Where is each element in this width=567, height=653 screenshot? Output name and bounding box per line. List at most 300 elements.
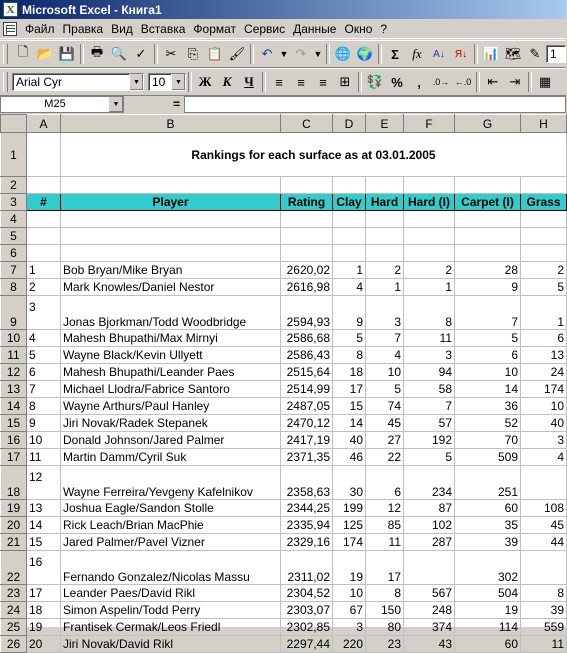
rating-cell[interactable]: 2470,12: [281, 415, 333, 432]
row-header[interactable]: 9: [1, 296, 27, 330]
hard-cell[interactable]: 150: [366, 602, 404, 619]
toolbar-grip[interactable]: [3, 72, 8, 92]
cell[interactable]: [333, 177, 366, 194]
align-left-icon[interactable]: ≡: [275, 74, 283, 90]
hard-cell[interactable]: 12: [366, 500, 404, 517]
header-cell-grass[interactable]: Grass: [521, 194, 567, 211]
player-cell[interactable]: Simon Aspelin/Todd Perry: [61, 602, 281, 619]
clay-cell[interactable]: 199: [333, 500, 366, 517]
hard-cell[interactable]: 45: [366, 415, 404, 432]
row-header[interactable]: 6: [1, 245, 27, 262]
grass-cell[interactable]: 40: [521, 415, 567, 432]
rank-cell[interactable]: 1: [27, 262, 61, 279]
rating-cell[interactable]: 2487,05: [281, 398, 333, 415]
player-cell[interactable]: Donald Johnson/Jared Palmer: [61, 432, 281, 449]
hard-cell[interactable]: 74: [366, 398, 404, 415]
grass-cell[interactable]: 11: [521, 636, 567, 653]
grass-cell[interactable]: 3: [521, 432, 567, 449]
row-header[interactable]: 14: [1, 398, 27, 415]
row-header[interactable]: 22: [1, 551, 27, 585]
header-cell-player[interactable]: Player: [61, 194, 281, 211]
hard-indoor-cell[interactable]: 567: [404, 585, 455, 602]
carpet-indoor-cell[interactable]: 302: [455, 551, 521, 585]
row-header[interactable]: 13: [1, 381, 27, 398]
header-cell-hard[interactable]: Hard: [366, 194, 404, 211]
row-header[interactable]: 17: [1, 449, 27, 466]
column-header-b[interactable]: B: [61, 115, 281, 133]
redo-dropdown-icon[interactable]: ▼: [313, 49, 323, 59]
decrease-decimal-icon[interactable]: ←.0: [454, 77, 472, 87]
rating-cell[interactable]: 2616,98: [281, 279, 333, 296]
rating-cell[interactable]: 2304,52: [281, 585, 333, 602]
carpet-indoor-cell[interactable]: 251: [455, 466, 521, 500]
row-header[interactable]: 5: [1, 228, 27, 245]
clay-cell[interactable]: 4: [333, 279, 366, 296]
table-row: [1, 330, 567, 347]
carpet-indoor-cell[interactable]: 7: [455, 296, 521, 330]
chevron-down-icon[interactable]: ▼: [109, 97, 123, 112]
paste-icon[interactable]: 📋: [206, 46, 224, 61]
row-header[interactable]: 25: [1, 619, 27, 636]
header-cell-clay[interactable]: Clay: [333, 194, 366, 211]
clay-cell[interactable]: 46: [333, 449, 366, 466]
clay-cell[interactable]: 10: [333, 585, 366, 602]
increase-indent-icon[interactable]: ⇥: [509, 74, 521, 89]
cell[interactable]: [281, 245, 333, 262]
carpet-indoor-cell[interactable]: 70: [455, 432, 521, 449]
hard-indoor-cell[interactable]: 287: [404, 534, 455, 551]
carpet-indoor-cell[interactable]: 509: [455, 449, 521, 466]
font-name-combo[interactable]: [12, 73, 144, 91]
bold-button[interactable]: Ж: [198, 74, 212, 89]
grass-cell[interactable]: 108: [521, 500, 567, 517]
merge-center-icon[interactable]: ⊞: [339, 74, 351, 89]
redo-icon[interactable]: ↷: [295, 46, 307, 61]
player-cell[interactable]: Jared Palmer/Pavel Vizner: [61, 534, 281, 551]
rating-cell[interactable]: 2302,85: [281, 619, 333, 636]
italic-button[interactable]: К: [222, 74, 232, 89]
cell[interactable]: [455, 245, 521, 262]
player-cell[interactable]: Rick Leach/Brian MacPhie: [61, 517, 281, 534]
row-header[interactable]: 26: [1, 636, 27, 653]
header-cell-carpet-indoor[interactable]: Carpet (I): [455, 194, 521, 211]
font-size-combo[interactable]: [148, 73, 186, 91]
player-cell[interactable]: Bob Bryan/Mike Bryan: [61, 262, 281, 279]
rank-cell[interactable]: 13: [27, 500, 61, 517]
hard-indoor-cell[interactable]: 57: [404, 415, 455, 432]
spelling-icon[interactable]: ✓: [135, 46, 147, 61]
cell[interactable]: [404, 211, 455, 228]
carpet-indoor-cell[interactable]: 114: [455, 619, 521, 636]
hard-indoor-cell[interactable]: 43: [404, 636, 455, 653]
player-cell[interactable]: Wayne Black/Kevin Ullyett: [61, 347, 281, 364]
chevron-down-icon[interactable]: ▼: [171, 74, 185, 90]
hard-cell[interactable]: 6: [366, 466, 404, 500]
rank-cell[interactable]: 17: [27, 585, 61, 602]
align-center-icon[interactable]: ≡: [297, 74, 305, 90]
player-cell[interactable]: Michael Llodra/Fabrice Santoro: [61, 381, 281, 398]
web-toolbar-icon[interactable]: 🌍: [356, 46, 374, 61]
cell[interactable]: [404, 177, 455, 194]
column-header-d[interactable]: D: [333, 115, 366, 133]
cell[interactable]: [521, 177, 567, 194]
cell[interactable]: [366, 245, 404, 262]
sort-descending-icon[interactable]: Я↓: [454, 48, 468, 60]
name-box[interactable]: [0, 96, 124, 113]
table-row: [1, 636, 567, 653]
row-header[interactable]: 2: [1, 177, 27, 194]
hard-indoor-cell[interactable]: 58: [404, 381, 455, 398]
rank-cell[interactable]: 7: [27, 381, 61, 398]
hard-indoor-cell[interactable]: 1: [404, 279, 455, 296]
equals-icon[interactable]: =: [172, 97, 180, 111]
table-row: [1, 279, 567, 296]
cell[interactable]: [521, 228, 567, 245]
player-cell[interactable]: Mahesh Bhupathi/Leander Paes: [61, 364, 281, 381]
carpet-indoor-cell[interactable]: 504: [455, 585, 521, 602]
carpet-indoor-cell[interactable]: 60: [455, 500, 521, 517]
player-cell[interactable]: Jiri Novak/Radek Stepanek: [61, 415, 281, 432]
rank-cell[interactable]: 19: [27, 619, 61, 636]
cell[interactable]: [521, 245, 567, 262]
clay-cell[interactable]: 40: [333, 432, 366, 449]
rank-cell[interactable]: 14: [27, 517, 61, 534]
chart-wizard-icon[interactable]: 📊: [482, 46, 500, 61]
row-header[interactable]: 19: [1, 500, 27, 517]
carpet-indoor-cell[interactable]: 10: [455, 364, 521, 381]
hard-cell[interactable]: 3: [366, 296, 404, 330]
grass-cell[interactable]: 1: [521, 296, 567, 330]
rank-cell[interactable]: 12: [27, 466, 61, 500]
clay-cell[interactable]: 9: [333, 296, 366, 330]
grass-cell[interactable]: 44: [521, 534, 567, 551]
excel-icon[interactable]: X: [3, 2, 18, 17]
carpet-indoor-cell[interactable]: 6: [455, 347, 521, 364]
hard-indoor-cell[interactable]: 102: [404, 517, 455, 534]
cell[interactable]: [455, 211, 521, 228]
column-header-e[interactable]: E: [366, 115, 404, 133]
grass-cell[interactable]: 174: [521, 381, 567, 398]
carpet-indoor-cell[interactable]: 14: [455, 381, 521, 398]
hard-cell[interactable]: 5: [366, 381, 404, 398]
menu-file[interactable]: Файл: [25, 21, 55, 36]
rating-cell[interactable]: 2586,68: [281, 330, 333, 347]
hard-cell[interactable]: 7: [366, 330, 404, 347]
hard-cell[interactable]: 10: [366, 364, 404, 381]
workbook-icon[interactable]: [3, 22, 17, 36]
hard-cell[interactable]: 80: [366, 619, 404, 636]
menu-view[interactable]: Вид: [111, 21, 133, 36]
carpet-indoor-cell[interactable]: 52: [455, 415, 521, 432]
rating-cell[interactable]: 2335,94: [281, 517, 333, 534]
rating-cell[interactable]: 2344,25: [281, 500, 333, 517]
grass-cell[interactable]: 6: [521, 330, 567, 347]
percent-button[interactable]: %: [391, 74, 403, 90]
column-header-h[interactable]: H: [521, 115, 567, 133]
clay-cell[interactable]: 67: [333, 602, 366, 619]
menu-data[interactable]: Данные: [293, 21, 337, 36]
clay-cell[interactable]: 19: [333, 551, 366, 585]
rating-cell[interactable]: 2371,35: [281, 449, 333, 466]
chevron-down-icon[interactable]: ▼: [129, 74, 143, 90]
drawing-icon[interactable]: ✎: [529, 46, 541, 61]
hard-cell[interactable]: 17: [366, 551, 404, 585]
decrease-indent-icon[interactable]: ⇤: [487, 74, 499, 89]
borders-icon[interactable]: ▦: [538, 74, 552, 89]
hard-cell[interactable]: 2: [366, 262, 404, 279]
hard-indoor-cell[interactable]: 374: [404, 619, 455, 636]
format-painter-icon[interactable]: 🖌: [228, 46, 246, 61]
function-icon[interactable]: fx: [412, 46, 422, 61]
rating-cell[interactable]: 2329,16: [281, 534, 333, 551]
row-header[interactable]: 7: [1, 262, 27, 279]
player-cell[interactable]: Martin Damm/Cyril Suk: [61, 449, 281, 466]
rank-cell[interactable]: 5: [27, 347, 61, 364]
hard-indoor-cell[interactable]: 248: [404, 602, 455, 619]
player-cell[interactable]: Mark Knowles/Daniel Nestor: [61, 279, 281, 296]
player-cell[interactable]: Leander Paes/David Rikl: [61, 585, 281, 602]
hard-cell[interactable]: 1: [366, 279, 404, 296]
toolbar-grip[interactable]: [3, 44, 8, 64]
hyperlink-icon[interactable]: 🌐: [334, 46, 352, 61]
hard-indoor-cell[interactable]: 234: [404, 466, 455, 500]
header-cell-rank[interactable]: #: [27, 194, 61, 211]
grass-cell[interactable]: 10: [521, 398, 567, 415]
sort-ascending-icon[interactable]: A↓: [433, 48, 445, 60]
carpet-indoor-cell[interactable]: 19: [455, 602, 521, 619]
row-header[interactable]: 24: [1, 602, 27, 619]
menu-format[interactable]: Формат: [193, 21, 237, 36]
cell[interactable]: [281, 211, 333, 228]
header-cell-rating[interactable]: Rating: [281, 194, 333, 211]
menu-tools[interactable]: Сервис: [244, 21, 286, 36]
rank-cell[interactable]: 6: [27, 364, 61, 381]
header-cell-hard-indoor[interactable]: Hard (I): [404, 194, 455, 211]
cell[interactable]: [455, 228, 521, 245]
clay-cell[interactable]: 18: [333, 364, 366, 381]
cell[interactable]: [61, 211, 281, 228]
clay-cell[interactable]: 8: [333, 347, 366, 364]
clay-cell[interactable]: 17: [333, 381, 366, 398]
clay-cell[interactable]: 220: [333, 636, 366, 653]
hard-cell[interactable]: 22: [366, 449, 404, 466]
copy-icon[interactable]: ⎘: [187, 46, 199, 61]
cell[interactable]: [333, 228, 366, 245]
hard-cell[interactable]: 8: [366, 585, 404, 602]
hard-cell[interactable]: 85: [366, 517, 404, 534]
currency-icon[interactable]: 💱: [366, 74, 384, 89]
print-icon[interactable]: 🖶: [90, 44, 104, 59]
hard-indoor-cell[interactable]: 5: [404, 449, 455, 466]
cell[interactable]: [61, 245, 281, 262]
hard-indoor-cell[interactable]: 87: [404, 500, 455, 517]
row-header[interactable]: 23: [1, 585, 27, 602]
formula-input[interactable]: [184, 96, 566, 113]
column-header-c[interactable]: C: [281, 115, 333, 133]
rating-cell[interactable]: 2594,93: [281, 296, 333, 330]
hard-cell[interactable]: 11: [366, 534, 404, 551]
print-preview-icon[interactable]: 🔍: [110, 46, 128, 61]
cell[interactable]: [521, 211, 567, 228]
cell[interactable]: [27, 177, 61, 194]
rank-cell[interactable]: 11: [27, 449, 61, 466]
row-header[interactable]: 1: [1, 133, 27, 177]
player-cell[interactable]: Joshua Eagle/Sandon Stolle: [61, 500, 281, 517]
rank-cell[interactable]: 3: [27, 296, 61, 330]
cut-icon[interactable]: ✂: [165, 46, 177, 61]
grass-cell[interactable]: [521, 551, 567, 585]
align-right-icon[interactable]: ≡: [319, 74, 327, 90]
hard-cell[interactable]: 4: [366, 347, 404, 364]
underline-button[interactable]: Ч: [244, 74, 254, 89]
rating-cell[interactable]: 2620,02: [281, 262, 333, 279]
carpet-indoor-cell[interactable]: 36: [455, 398, 521, 415]
clay-cell[interactable]: 3: [333, 619, 366, 636]
cell[interactable]: [333, 245, 366, 262]
undo-icon[interactable]: ↶: [261, 46, 273, 61]
menu-window[interactable]: Окно: [344, 21, 373, 36]
rank-cell[interactable]: 18: [27, 602, 61, 619]
clay-cell[interactable]: 14: [333, 415, 366, 432]
grass-cell[interactable]: 24: [521, 364, 567, 381]
cell[interactable]: [27, 133, 61, 177]
cell[interactable]: [281, 228, 333, 245]
map-icon[interactable]: 🗺: [504, 46, 522, 61]
cell[interactable]: [404, 245, 455, 262]
player-cell[interactable]: Jiri Novak/David Rikl: [61, 636, 281, 653]
save-icon[interactable]: 💾: [58, 46, 76, 61]
row-header[interactable]: 4: [1, 211, 27, 228]
row-header[interactable]: 3: [1, 194, 27, 211]
hard-indoor-cell[interactable]: 2: [404, 262, 455, 279]
grass-cell[interactable]: 45: [521, 517, 567, 534]
hard-indoor-cell[interactable]: 11: [404, 330, 455, 347]
clay-cell[interactable]: 1: [333, 262, 366, 279]
column-header-a[interactable]: A: [27, 115, 61, 133]
rank-cell[interactable]: 10: [27, 432, 61, 449]
rating-cell[interactable]: 2417,19: [281, 432, 333, 449]
clay-cell[interactable]: 5: [333, 330, 366, 347]
player-cell[interactable]: Jonas Bjorkman/Todd Woodbridge: [61, 296, 281, 330]
carpet-indoor-cell[interactable]: 28: [455, 262, 521, 279]
carpet-indoor-cell[interactable]: 60: [455, 636, 521, 653]
cell[interactable]: [366, 211, 404, 228]
increase-decimal-icon[interactable]: .0→: [432, 77, 450, 87]
hard-cell[interactable]: 27: [366, 432, 404, 449]
column-header-g[interactable]: G: [455, 115, 521, 133]
cell[interactable]: [455, 177, 521, 194]
grass-cell[interactable]: 2: [521, 262, 567, 279]
row-header[interactable]: 15: [1, 415, 27, 432]
player-cell[interactable]: Fernando Gonzalez/Nicolas Massu: [61, 551, 281, 585]
cell[interactable]: [281, 177, 333, 194]
grass-cell[interactable]: 5: [521, 279, 567, 296]
cell[interactable]: [27, 245, 61, 262]
hard-indoor-cell[interactable]: 7: [404, 398, 455, 415]
cell[interactable]: [404, 228, 455, 245]
cell[interactable]: [61, 228, 281, 245]
clay-cell[interactable]: 15: [333, 398, 366, 415]
player-cell[interactable]: Mahesh Bhupathi/Max Mirnyi: [61, 330, 281, 347]
rank-cell[interactable]: 4: [27, 330, 61, 347]
row-header[interactable]: 10: [1, 330, 27, 347]
cell[interactable]: [366, 228, 404, 245]
grass-cell[interactable]: [521, 466, 567, 500]
rank-cell[interactable]: 16: [27, 551, 61, 585]
new-icon[interactable]: 🗋: [17, 44, 29, 59]
hard-indoor-cell[interactable]: 3: [404, 347, 455, 364]
carpet-indoor-cell[interactable]: 5: [455, 330, 521, 347]
grass-cell[interactable]: 559: [521, 619, 567, 636]
clay-cell[interactable]: 30: [333, 466, 366, 500]
hard-indoor-cell[interactable]: [404, 551, 455, 585]
player-cell[interactable]: Frantisek Cermak/Leos Friedl: [61, 619, 281, 636]
rating-cell[interactable]: 2311,02: [281, 551, 333, 585]
rating-cell[interactable]: 2586,43: [281, 347, 333, 364]
hard-indoor-cell[interactable]: 94: [404, 364, 455, 381]
hard-indoor-cell[interactable]: 192: [404, 432, 455, 449]
rank-cell[interactable]: 2: [27, 279, 61, 296]
column-header-f[interactable]: F: [404, 115, 455, 133]
zoom-combo[interactable]: 1: [546, 45, 566, 63]
rating-cell[interactable]: 2297,44: [281, 636, 333, 653]
comma-button[interactable]: ,: [417, 74, 421, 90]
hard-indoor-cell[interactable]: 8: [404, 296, 455, 330]
grass-cell[interactable]: 8: [521, 585, 567, 602]
player-cell[interactable]: Wayne Arthurs/Paul Hanley: [61, 398, 281, 415]
carpet-indoor-cell[interactable]: 39: [455, 534, 521, 551]
row-header[interactable]: 8: [1, 279, 27, 296]
rating-cell[interactable]: 2358,63: [281, 466, 333, 500]
clay-cell[interactable]: 174: [333, 534, 366, 551]
cell[interactable]: [333, 211, 366, 228]
menu-insert[interactable]: Вставка: [140, 21, 186, 36]
row-header[interactable]: 21: [1, 534, 27, 551]
rank-cell[interactable]: 8: [27, 398, 61, 415]
autosum-icon[interactable]: Σ: [391, 46, 399, 62]
rating-cell[interactable]: 2514,99: [281, 381, 333, 398]
row-header[interactable]: 16: [1, 432, 27, 449]
rank-cell[interactable]: 15: [27, 534, 61, 551]
rank-cell[interactable]: 9: [27, 415, 61, 432]
grass-cell[interactable]: 39: [521, 602, 567, 619]
cell[interactable]: [27, 228, 61, 245]
select-all-corner[interactable]: [1, 115, 27, 133]
row-header[interactable]: 20: [1, 517, 27, 534]
row-header[interactable]: 12: [1, 364, 27, 381]
carpet-indoor-cell[interactable]: 9: [455, 279, 521, 296]
cell[interactable]: [366, 177, 404, 194]
rating-cell[interactable]: 2303,07: [281, 602, 333, 619]
row-header[interactable]: 11: [1, 347, 27, 364]
player-cell[interactable]: Wayne Ferreira/Yevgeny Kafelnikov: [61, 466, 281, 500]
grass-cell[interactable]: 13: [521, 347, 567, 364]
rating-cell[interactable]: 2515,64: [281, 364, 333, 381]
clay-cell[interactable]: 125: [333, 517, 366, 534]
hard-cell[interactable]: 23: [366, 636, 404, 653]
menu-help[interactable]: ?: [380, 21, 388, 36]
cell[interactable]: [61, 177, 281, 194]
undo-dropdown-icon[interactable]: ▼: [279, 49, 289, 59]
cell[interactable]: [27, 211, 61, 228]
open-icon[interactable]: 📂: [36, 46, 54, 61]
carpet-indoor-cell[interactable]: 35: [455, 517, 521, 534]
sheet-title[interactable]: Rankings for each surface as at 03.01.2005: [61, 133, 567, 177]
row-header[interactable]: 18: [1, 466, 27, 500]
grass-cell[interactable]: 4: [521, 449, 567, 466]
rank-cell[interactable]: 20: [27, 636, 61, 653]
menu-edit[interactable]: Правка: [62, 21, 104, 36]
